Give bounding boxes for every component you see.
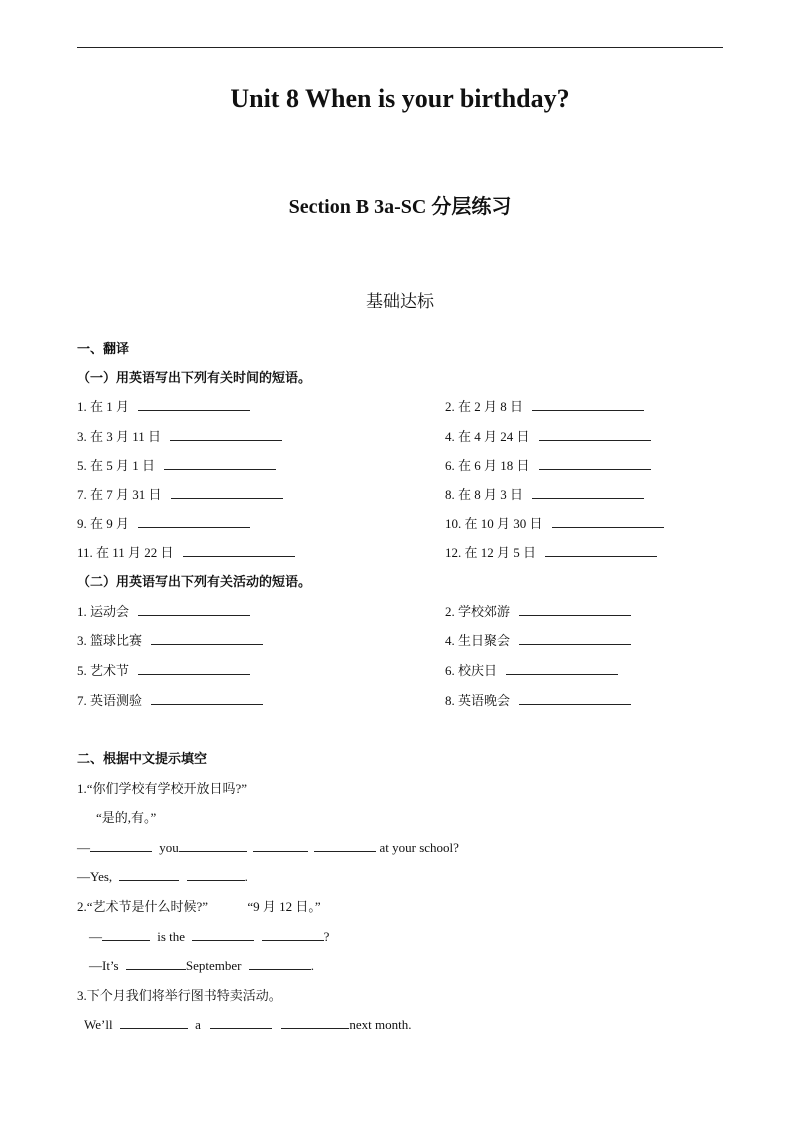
answer-blank[interactable] [192, 928, 254, 941]
answer-blank[interactable] [552, 515, 664, 528]
dash: — [89, 929, 102, 944]
word: at your school? [379, 840, 459, 855]
activity-item-7 [77, 692, 263, 710]
item-label: 11. 在 11 月 22 日 [77, 545, 174, 560]
answer-blank[interactable] [249, 957, 311, 970]
item-label: 2. 学校郊游 [445, 604, 511, 619]
word: September [185, 958, 242, 973]
q1-chinese-answer: “是的,有。” [96, 810, 157, 825]
answer-blank[interactable] [164, 457, 276, 470]
answer-blank[interactable] [262, 928, 324, 941]
top-rule [77, 47, 723, 48]
answer-blank[interactable] [281, 1016, 349, 1029]
answer-blank[interactable] [506, 662, 618, 675]
answer-blank[interactable] [519, 603, 631, 616]
word: . [310, 958, 314, 973]
time-item-7 [77, 486, 283, 504]
time-item-2 [445, 398, 644, 416]
item-label: 9. 在 9 月 [77, 516, 130, 531]
time-item-4 [445, 428, 651, 446]
time-item-12 [445, 544, 657, 562]
answer-blank[interactable] [138, 662, 250, 675]
answer-blank[interactable] [102, 928, 150, 941]
time-item-3 [77, 428, 282, 446]
activity-item-1 [77, 603, 250, 621]
activity-item-2 [445, 603, 631, 621]
answer-blank[interactable] [253, 839, 308, 852]
item-label: 1. 运动会 [77, 604, 130, 619]
q2-question-line [89, 928, 329, 946]
answer-blank[interactable] [519, 692, 631, 705]
item-label: 1. 在 1 月 [77, 399, 130, 414]
answer-blank[interactable] [138, 603, 250, 616]
sub1-heading: （一）用英语写出下列有关时间的短语。 [77, 371, 312, 386]
word: is the [157, 929, 186, 944]
item-label: 7. 英语测验 [77, 693, 143, 708]
answer-blank[interactable] [151, 692, 263, 705]
item-label: 8. 英语晚会 [445, 693, 511, 708]
answer-blank[interactable] [210, 1016, 272, 1029]
item-label: 7. 在 7 月 31 日 [77, 487, 162, 502]
word: . [244, 869, 248, 884]
answer-blank[interactable] [314, 839, 376, 852]
answer-blank[interactable] [138, 398, 250, 411]
time-item-11 [77, 544, 295, 562]
item-label: 3. 在 3 月 11 日 [77, 429, 162, 444]
answer-blank[interactable] [90, 839, 152, 852]
item-label: 6. 在 6 月 18 日 [445, 458, 530, 473]
word: —It’s [89, 958, 119, 973]
q3-line [84, 1016, 411, 1034]
page-title: Unit 8 When is your birthday? [230, 84, 570, 113]
item-label: 6. 校庆日 [445, 663, 498, 678]
item-label: 2. 在 2 月 8 日 [445, 399, 524, 414]
sub2-heading: （二）用英语写出下列有关活动的短语。 [77, 575, 312, 590]
answer-blank[interactable] [532, 398, 644, 411]
item-label: 4. 生日聚会 [445, 633, 511, 648]
q2-answer-line [89, 957, 314, 975]
word: —Yes, [77, 869, 113, 884]
answer-blank[interactable] [179, 839, 247, 852]
answer-blank[interactable] [170, 428, 282, 441]
answer-blank[interactable] [545, 544, 657, 557]
activity-item-4 [445, 632, 631, 650]
section-subtitle: Section B 3a-SC 分层练习 [288, 196, 512, 218]
answer-blank[interactable] [519, 632, 631, 645]
time-item-8 [445, 486, 644, 504]
item-label: 4. 在 4 月 24 日 [445, 429, 530, 444]
answer-blank[interactable] [539, 457, 651, 470]
item-label: 5. 艺术节 [77, 663, 130, 678]
activity-item-8 [445, 692, 631, 710]
time-item-1 [77, 398, 250, 416]
part1-heading: 一、翻译 [77, 342, 130, 357]
item-label: 8. 在 8 月 3 日 [445, 487, 524, 502]
q2-chinese [77, 898, 321, 916]
answer-blank[interactable] [171, 486, 283, 499]
item-label: 10. 在 10 月 30 日 [445, 516, 543, 531]
q1-answer-line [77, 868, 248, 886]
answer-blank[interactable] [138, 515, 250, 528]
answer-blank[interactable] [539, 428, 651, 441]
q2-chinese-question: 2.“艺术节是什么时候?” [77, 899, 209, 914]
q2-chinese-answer: “9 月 12 日。” [247, 899, 321, 914]
item-label: 12. 在 12 月 5 日 [445, 545, 537, 560]
answer-blank[interactable] [120, 1016, 188, 1029]
time-item-6 [445, 457, 651, 475]
word: ? [323, 929, 330, 944]
item-label: 3. 篮球比赛 [77, 633, 143, 648]
item-label: 5. 在 5 月 1 日 [77, 458, 156, 473]
answer-blank[interactable] [119, 868, 179, 881]
word: a [195, 1017, 201, 1032]
answer-blank[interactable] [532, 486, 644, 499]
activity-item-6 [445, 662, 618, 680]
activity-item-5 [77, 662, 250, 680]
level-heading: 基础达标 [366, 292, 434, 312]
time-item-5 [77, 457, 276, 475]
dash: — [77, 840, 90, 855]
answer-blank[interactable] [126, 957, 186, 970]
answer-blank[interactable] [183, 544, 295, 557]
time-item-10 [445, 515, 664, 533]
q1-question-line [77, 839, 459, 857]
word: next month. [349, 1017, 412, 1032]
activity-item-3 [77, 632, 263, 650]
q3-chinese: 3.下个月我们将举行图书特卖活动。 [77, 988, 282, 1003]
word: you [159, 840, 179, 855]
q1-chinese: 1.“你们学校有学校开放日吗?” [77, 781, 248, 796]
word: We’ll [84, 1017, 113, 1032]
part2-heading: 二、根据中文提示填空 [77, 752, 208, 767]
time-item-9 [77, 515, 250, 533]
answer-blank[interactable] [187, 868, 245, 881]
answer-blank[interactable] [151, 632, 263, 645]
